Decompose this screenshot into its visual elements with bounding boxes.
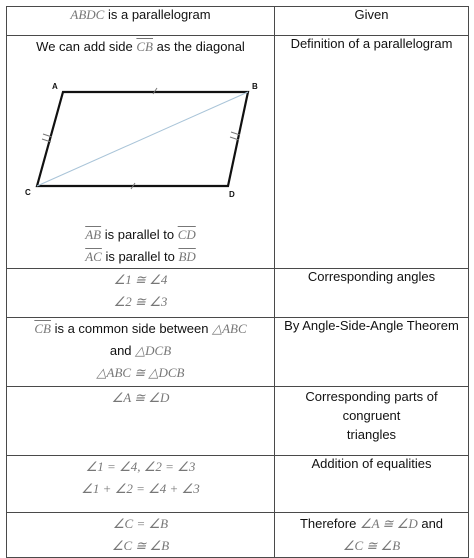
parallel-text: is parallel to (101, 249, 179, 264)
statement-line-3: △ABC ≅ △DCB (96, 365, 185, 380)
intro-text: We can add side (36, 39, 137, 54)
segment-ac: $\overline{AC}$ (85, 249, 102, 264)
intro-math: $\overline{CB}$ (136, 39, 154, 54)
parallel-statement-1 (7, 224, 274, 246)
statement-text: is a parallelogram (104, 7, 211, 22)
proof-row-5 (7, 387, 469, 456)
reason-text: Addition of equalities (311, 456, 432, 471)
reason-cell (275, 36, 469, 269)
segment-cd: $\overline{CD}$ (177, 227, 196, 242)
vertex-label-a: A (52, 82, 58, 91)
and-text: and (417, 516, 444, 531)
reason-cell (275, 269, 469, 318)
proof-sheet (6, 6, 468, 553)
therefore-text: Therefore (299, 516, 360, 531)
statement-line-2: ∠C ≅ ∠B (111, 538, 170, 553)
statement-cell (7, 318, 275, 387)
diagonal-intro (7, 36, 274, 58)
parallel-statement-2 (7, 246, 274, 268)
proof-row-4 (7, 318, 469, 387)
diagonal-cb (37, 92, 248, 186)
common-side-text: is a common side between (50, 321, 213, 336)
statement-math: ABDC (70, 7, 105, 22)
reason-line-1: Corresponding parts of (305, 389, 438, 404)
two-column-proof-table (6, 6, 469, 558)
reason-text: By Angle-Side-Angle Theorem (284, 318, 459, 333)
reason-cell (275, 318, 469, 387)
vertex-label-c: C (25, 188, 31, 197)
proof-row-6 (7, 456, 469, 513)
statement-cell (7, 387, 275, 456)
vertex-label-d: D (229, 190, 235, 199)
triangle-abc: △ABC (212, 321, 247, 336)
statement-line-1: ∠1 = ∠4, ∠2 = ∠3 (85, 459, 196, 474)
statement-cell (7, 269, 275, 318)
reason-text: Definition of a parallelogram (290, 36, 453, 51)
statement-line-1: ∠A ≅ ∠D (111, 390, 170, 405)
vertex-label-b: B (252, 82, 258, 91)
and-text: and (109, 343, 136, 358)
segment-cb: $\overline{CB}$ (34, 321, 51, 336)
parallel-text: is parallel to (101, 227, 178, 242)
statement-line-1 (7, 318, 274, 340)
angle-a-congruent-d: ∠A ≅ ∠D (359, 516, 418, 531)
reason-line-2: congruent (342, 408, 401, 423)
reason-text: Given (354, 7, 389, 22)
statement-cell (7, 36, 275, 269)
statement-line-2: ∠2 ≅ ∠3 (113, 294, 168, 309)
reason-cell (275, 387, 469, 456)
reason-text: Corresponding angles (307, 269, 436, 284)
segment-bd: $\overline{BD}$ (178, 249, 196, 264)
statement-line-2 (7, 340, 274, 362)
statement-line-1: ∠C = ∠B (112, 516, 169, 531)
statement-line-2: ∠1 + ∠2 = ∠4 + ∠3 (81, 481, 200, 496)
statement-cell (7, 7, 275, 36)
proof-row-3 (7, 269, 469, 318)
reason-cell (275, 456, 469, 513)
segment-ab: $\overline{AB}$ (85, 227, 102, 242)
parallelogram-diagram (7, 58, 275, 218)
reason-line-3: triangles (346, 427, 397, 442)
triangle-dcb: △DCB (135, 343, 172, 358)
proof-row-1 (7, 7, 469, 36)
proof-row-2 (7, 36, 469, 269)
statement-line-1: ∠1 ≅ ∠4 (113, 272, 168, 287)
parallelogram-svg (7, 58, 275, 218)
reason-cell (275, 7, 469, 36)
reason-line-1 (275, 513, 468, 535)
statement-cell (7, 456, 275, 513)
intro-tail: as the diagonal (153, 39, 245, 54)
reason-line-2: ∠C ≅ ∠B (342, 538, 401, 553)
